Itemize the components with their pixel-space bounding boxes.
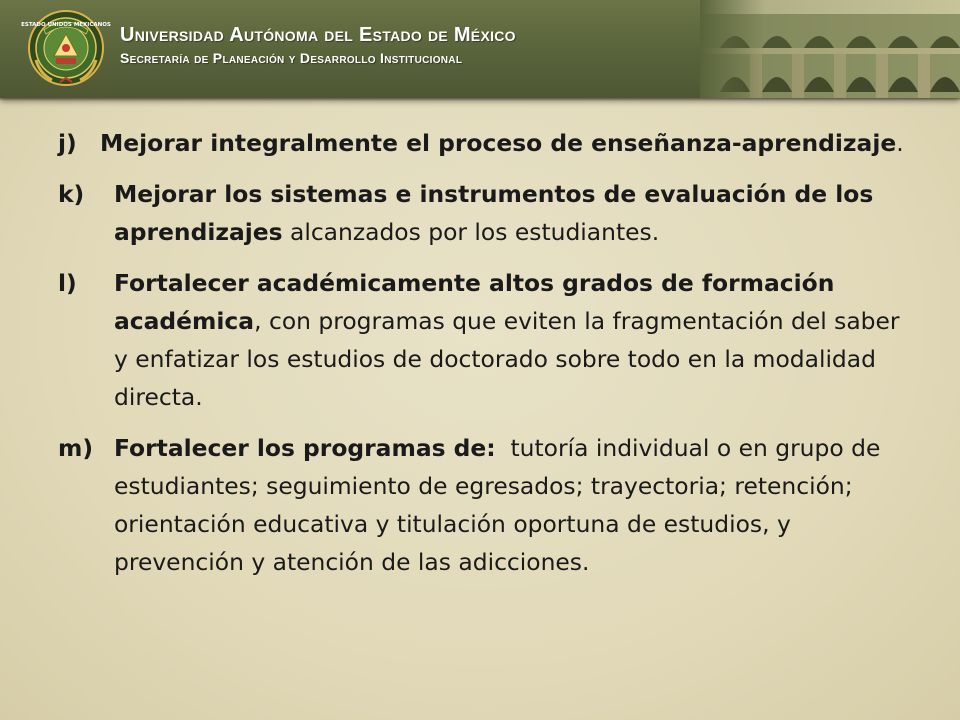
item-normal-text: alcanzados por los estudiantes. <box>282 218 660 246</box>
item-bold-text: Fortalecer académicamente altos grados de formación académica <box>114 269 835 335</box>
list-item-text <box>114 175 918 251</box>
list-marker: k) <box>58 180 85 208</box>
list-marker: l) <box>58 269 77 297</box>
item-normal-text: . <box>896 129 904 157</box>
header-banner <box>0 0 960 98</box>
list-marker: j) <box>58 129 77 157</box>
item-bold-text: Mejorar los sistemas e instrumentos de evaluación de los aprendizajes <box>114 180 874 246</box>
slide-content <box>58 124 918 594</box>
header-title-block <box>120 24 516 66</box>
list-item-text <box>100 124 918 162</box>
item-normal-text: , con programas que eviten la fragmentación del saber y enfatizar los estudios de doctorado sobre todo en la modalidad directa. <box>114 307 900 411</box>
list-item-j <box>58 124 918 162</box>
list-item-text <box>114 264 918 416</box>
list-item-text <box>114 429 918 581</box>
seal-ribbon-text: ESTADO UNIDOS MEXICANOS <box>21 22 111 28</box>
item-bold-text: Fortalecer los programas de: <box>114 434 496 462</box>
university-seal-logo <box>21 8 111 88</box>
item-bold-text: Mejorar integralmente el proceso de enseñanza-aprendizaje <box>100 129 897 157</box>
list-item-k <box>58 175 918 251</box>
list-item-m <box>58 429 918 581</box>
list-marker: m) <box>58 434 94 462</box>
list-item-l <box>58 264 918 416</box>
university-name: Universidad Autónoma del Estado de México <box>120 24 516 46</box>
department-name: Secretaría de Planeación y Desarrollo Institucional <box>120 50 463 66</box>
item-normal-text: tutoría individual o en grupo de estudiantes; seguimiento de egresados; trayectoria; retención; orientación educativa y titulación oportuna de estudios, y prevención y atención de las adicciones. <box>114 434 888 576</box>
header-divider <box>0 98 960 101</box>
building-arcade-photo <box>700 0 960 98</box>
